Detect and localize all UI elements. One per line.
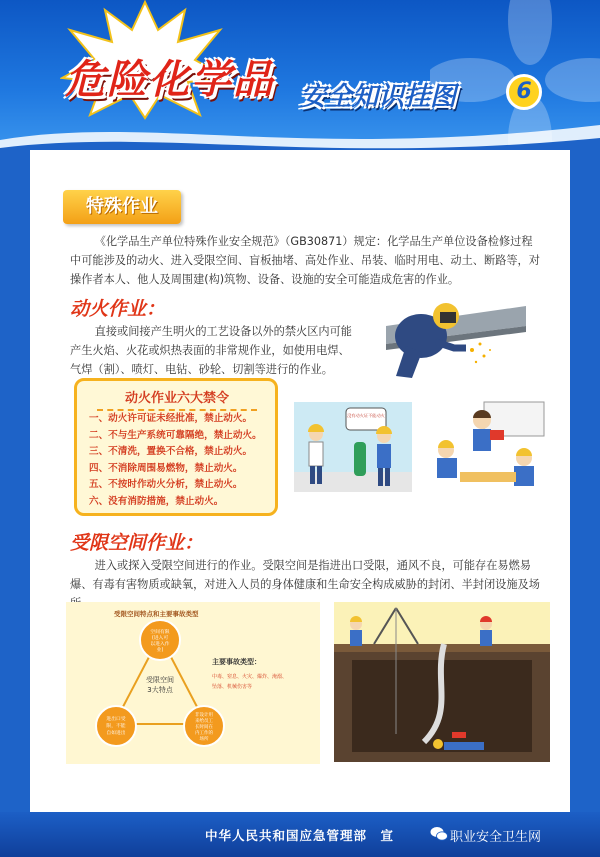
accident-types-line: 坠落、机械伤害等 [212,684,253,690]
node-right-line: 内工作的 [195,731,213,736]
accident-types-line: 中毒、窒息、火灾、爆炸、淹溺、 [212,674,288,680]
poster-header [0,0,600,150]
node-right-line: 来给员工 [195,719,213,724]
hot-work-heading: 动火作业： [70,298,166,320]
confined-space-heading: 受限空间作业： [70,532,204,554]
node-top-line: 空间有限 [150,630,170,635]
section-tag: 特殊作业 [63,190,181,224]
node-top-line: 业) [156,648,164,653]
node-top-line: (进入可 [151,636,169,641]
six-bans-title: 动火作业六大禁令 [97,387,257,411]
node-top-line: 以进入作 [150,642,170,647]
issue-number-badge: 6 [506,74,542,110]
node-left-line: 进出口受 [106,717,126,722]
node-left-line: 自如进出 [106,731,126,736]
diagram-title: 受限空间特点和主要事故类型 [114,610,199,618]
intro-paragraph: 《化学品生产单位特殊作业安全规范》（GB30871）规定：化学品生产单位设备检修过程中可能涉及的动火、进入受限空间、盲板抽堵、高处作业、吊装、临时用电、动土、断路等，对操作者本人、他人及周围建(构)筑物、设备、设施的安全可能造成危害的作业。 [70,235,540,286]
confined-space-paragraph: 进入或探入受限空间进行的作业。受限空间是指进出口受限，通风不良，可能存在易燃易爆、有毒有害物质或缺氧，对进入人员的身体健康和生命安全构成威胁的封闭、半封闭设施及场 [70,559,540,591]
six-bans-box [74,378,278,516]
node-right-line: 长时间在 [195,725,213,730]
header-wave [0,110,600,150]
list-item: 二、不与生产系统可靠隔绝，禁止动火。 [89,429,262,441]
diagram-center-line1: 受限空间 [146,676,174,684]
poster-title: 危险化学品 [65,57,275,103]
confined-space-diagram [66,602,320,764]
list-item: 三、不清洗，置换不合格，禁止动火。 [89,446,253,458]
list-item: 四、不消除周围易燃物，禁止动火。 [89,462,243,474]
node-left-line: 限，不能 [106,724,126,729]
list-item: 五、不按时作动火分析，禁止动火。 [89,479,243,491]
welder-illustration [376,286,526,382]
node-right-line: 非设计用 [195,713,213,718]
diagram-center-line2: 3大特点 [147,686,173,694]
list-item: 六、没有消防措施，禁止动火。 [89,495,224,507]
confined-space-illustration [334,602,550,762]
accident-types-title: 主要事故类型： [212,658,261,666]
node-right-line: 场所 [199,737,209,742]
poster-footer [0,812,600,857]
six-bans-list [89,411,262,511]
speech-bubble-text: 没有动火证不能动火 [347,413,385,418]
issuer-text: 中华人民共和国应急管理部 宣 [205,828,395,843]
safety-meeting-illustration [424,398,550,494]
list-item: 一、动火许可证未经批准，禁止动火。 [89,413,253,424]
poster-subtitle: 安全知识挂图 [300,82,457,112]
watermark-text: 职业安全卫生网 [450,830,542,845]
permit-warning-illustration [294,402,412,492]
wechat-icon [430,826,448,842]
hot-work-paragraph: 直接或间接产生明火的工艺设备以外的禁火区内可能产生火焰、火花或炽热表面的非常规作业，如使用电焊、气焊（割）、喷灯、电钻、砂轮、切割等进行的作业。 [70,325,352,376]
